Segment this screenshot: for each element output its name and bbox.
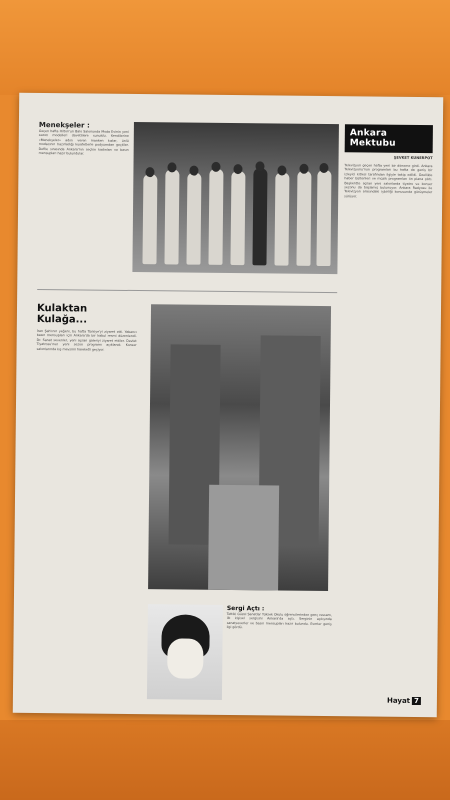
model-figure (230, 171, 245, 265)
author-byline: ŞEVKET KUNERPOT (393, 155, 433, 161)
ankara-mektubu-column (344, 124, 433, 199)
street-path (208, 485, 279, 591)
magazine-page (13, 93, 443, 717)
page-number: 7 (413, 696, 419, 706)
artist-portrait-photo (147, 604, 223, 700)
model-head (211, 162, 220, 172)
sergi-acti-heading: Sergi Açtı : (226, 604, 265, 613)
page-footer (387, 697, 421, 705)
model-figure (208, 169, 223, 265)
section-divider (37, 289, 337, 293)
kulaktan-kulaga-heading: Kulaktan Kulağa... (36, 302, 88, 326)
face-shape (167, 638, 203, 678)
model-figure (316, 170, 331, 266)
model-figure (252, 168, 267, 265)
street-scene-photo (148, 304, 331, 591)
model-head (299, 164, 308, 174)
kulaktan-kulaga-column (37, 303, 137, 352)
model-head (319, 163, 328, 173)
model-head (167, 162, 176, 172)
sergi-acti-body: Tettiki Güzel Sanatlar Yüksek Okulu öğrencilerinden genç ressam, ilk kişisel sergisini Ankara'da açtı. Serginin açılışında sanatseverler ve basın mensupları hazır bulundu. Eserler geniş ilgi gördü. (226, 611, 332, 630)
model-figure (142, 174, 157, 264)
model-head (255, 161, 264, 171)
model-figure (186, 173, 201, 265)
ankara-mektubu-title: Ankara Mektubu (345, 124, 433, 153)
sergi-acti-column (227, 605, 332, 631)
menekseler-body: Geçen hafta Hilton'un Balo Salonunda Moda Evinin yeni sezon modelleri davetlilere sunuldu. Kendilerine «Menekşeler» adını veren manken kızlar, ünlü modacının hazırladığı kıyafetlerle podyumdan geçtiler. Defile sırasında Ankara'nın seçkin kadınları ve basın mensupları hazır bulundular. (38, 129, 129, 156)
menekseler-heading: Menekşeler : (38, 121, 90, 130)
kulaktan-kulaga-body: İran Şah'ının yeğeni, bu hafta Türkiye'yi ziyaret etti. Yabancı basın mensupları için Ankara'da bir kabul resmi düzenlendi. Dr. Sanat sevenler, yeni açılan galeriyi ziyaret ettiler. Devlet Tiyatrosu'nun yeni sezon programı açıklandı. Konser salonlarında kış mevsimi hareketli geçiyor. (36, 328, 137, 352)
model-figure (296, 171, 311, 266)
ankara-mektubu-body: Televizyon geçen hafta yeni bir döneme girdi. Ankara Televizyonu'nun programları bu hafta da geniş bir izleyici kitlesi tarafından ilgiyle takip edildi. Özellikle haber bültenleri ve müzik programları ön plana çıktı. Başkentte açılan yeni salonlarda tiyatro ve konser sezonu da başlamış bulunuyor. Ankara Radyosu ile Televizyon arasındaki işbirliği konusunda görüşmeler sürüyor. (344, 163, 433, 199)
menekseler-column (39, 121, 129, 156)
model-head (189, 166, 198, 176)
model-head (277, 166, 286, 176)
magazine-name: Hayat (386, 696, 411, 705)
model-figure (274, 172, 289, 265)
model-figure (164, 169, 179, 264)
background-top (0, 0, 450, 95)
model-head (233, 164, 242, 174)
fashion-show-photo (132, 122, 339, 274)
background-bottom (0, 720, 450, 800)
model-head (145, 167, 154, 177)
